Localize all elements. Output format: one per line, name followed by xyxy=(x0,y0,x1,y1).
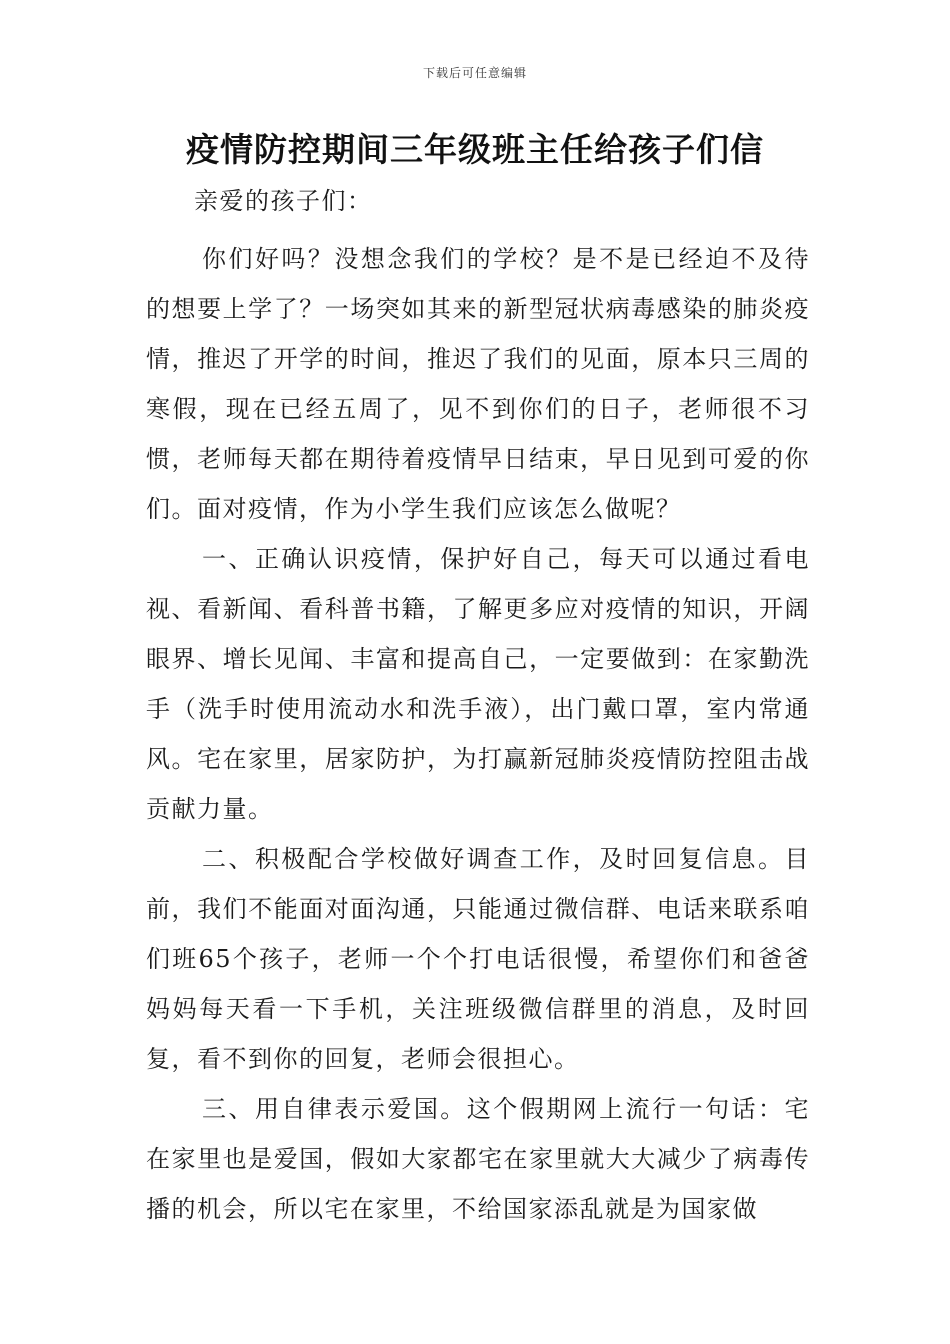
salutation: 亲爱的孩子们： xyxy=(194,187,373,215)
header-note: 下载后可任意编辑 xyxy=(422,66,527,80)
paragraph-point-two: 二、积极配合学校做好调查工作，及时回复信息。目前，我们不能面对面沟通，只能通过微信群、电话来联系咱们班65个孩子，老师一个个打电话很慢，希望你们和爸爸妈妈每天看一下手机，关注班级微信群里的消息，及时回复，看不到你的回复，老师会很担心。 xyxy=(146,845,810,1073)
paragraph-greeting: 你们好吗？没想念我们的学校？是不是已经迫不及待的想要上学了？一场突如其来的新型冠状病毒感染的肺炎疫情，推迟了开学的时间，推迟了我们的见面，原本只三周的寒假，现在已经五周了，见不到你们的日子，老师很不习惯，老师每天都在期待着疫情早日结束，早日见到可爱的你们。面对疫情，作为小学生我们应该怎么做呢？ xyxy=(146,245,810,523)
letter-body xyxy=(146,178,810,1234)
document-title: 疫情防控期间三年级班主任给孩子们信 xyxy=(186,130,764,169)
paragraph-point-one: 一、正确认识疫情，保护好自己，每天可以通过看电视、看新闻、看科普书籍，了解更多应对疫情的知识，开阔眼界、增长见闻、丰富和提高自己，一定要做到：在家勤洗手（洗手时使用流动水和洗手液），出门戴口罩，室内常通风。宅在家里，居家防护，为打赢新冠肺炎疫情防控阻击战贡献力量。 xyxy=(146,545,810,823)
paragraph-point-three: 三、用自律表示爱国。这个假期网上流行一句话：宅在家里也是爱国，假如大家都宅在家里就大大减少了病毒传播的机会，所以宅在家里，不给国家添乱就是为国家做 xyxy=(146,1095,810,1223)
